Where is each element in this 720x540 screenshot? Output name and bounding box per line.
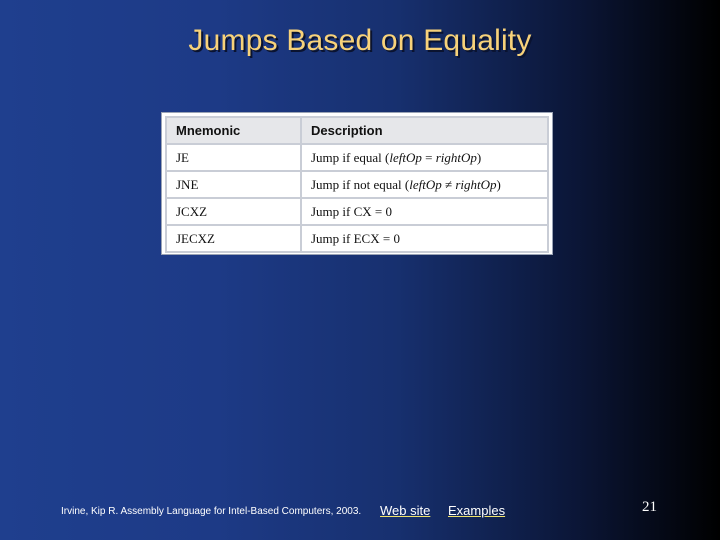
description-cell: Jump if ECX = 0 [301, 225, 548, 252]
right-operand: rightOp [435, 149, 477, 165]
mnemonic-table [165, 116, 549, 253]
description-cell [301, 171, 548, 198]
slide-title: Jumps Based on Equality [188, 24, 532, 57]
table-row [166, 171, 548, 198]
mnemonic-cell: JECXZ [166, 225, 301, 252]
operator: = [421, 149, 436, 165]
mnemonic-cell: JNE [166, 171, 301, 198]
header-description: Description [301, 117, 548, 144]
mnemonic-cell: JE [166, 144, 301, 171]
operator: ≠ [441, 176, 456, 192]
description-cell [301, 144, 548, 171]
right-operand: rightOp [455, 176, 497, 192]
description-text: Jump if equal ( [311, 149, 390, 165]
mnemonic-table-container [161, 112, 553, 255]
left-operand: leftOp [389, 149, 422, 165]
table-header-row [166, 117, 548, 144]
table-row [166, 198, 548, 225]
description-text-end: ) [476, 149, 482, 165]
description-text: Jump if not equal ( [311, 176, 410, 192]
description-text-end: ) [496, 176, 501, 192]
examples-link[interactable]: Examples [448, 503, 506, 518]
description-cell: Jump if CX = 0 [301, 198, 548, 225]
table-row [166, 225, 548, 252]
page-number: 21 [642, 499, 657, 515]
web-site-link[interactable]: Web site [380, 503, 431, 518]
mnemonic-cell: JCXZ [166, 198, 301, 225]
header-mnemonic: Mnemonic [166, 117, 301, 144]
footer-citation: Irvine, Kip R. Assembly Language for Intel-Based Computers, 2003. [61, 506, 362, 517]
table-row [166, 144, 548, 171]
left-operand: leftOp [409, 176, 442, 192]
